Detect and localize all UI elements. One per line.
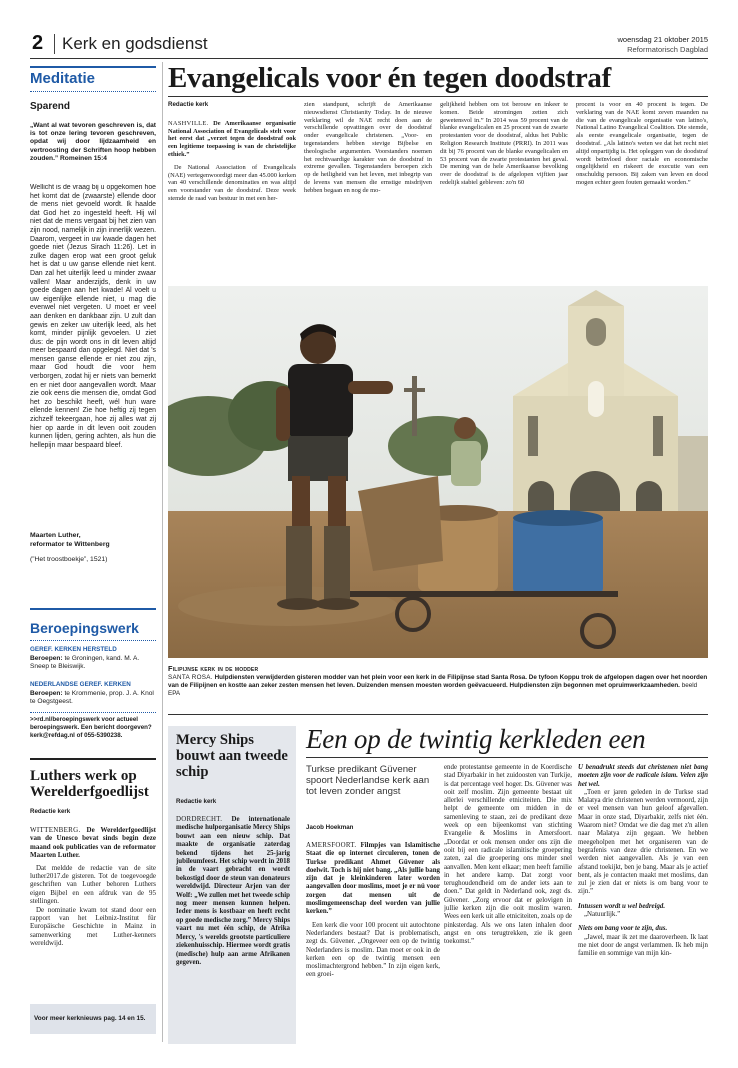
meditatie-quote: „Want al wat tevoren geschreven is, dat is tot onze lering tevoren geschreven, opdat wij door lijdzaamheid en vertroosting der Schriften hoop hebben zouden.” Romeinen 15:4: [30, 122, 156, 162]
paper-name: Reformatorisch Dagblad: [627, 45, 708, 54]
meditatie-dotted: [30, 91, 156, 92]
meditatie-source: (”Het troostboekje”, 1521): [30, 556, 108, 563]
mercy-body: [176, 816, 290, 1038]
main-headline: Evangelicals voor én tegen doodstraf: [168, 62, 611, 94]
twintig-a3: „Jawel, maar ik zet me daaroverheen. Ik laat me niet door de angst verlammen. Ik heb mijn familie en sommige van mijn kin-: [578, 933, 708, 958]
issue-date: woensdag 21 oktober 2015: [617, 35, 708, 44]
luther-lead: De Werelderfgoedlijst van de Unesco bevat sinds begin deze maand ook publicaties van de reformator Maarten Luther.: [30, 826, 156, 860]
main-col-1-text: De National Association of Evangelicals (NAE) vertegenwoordigt meer dan 45.000 kerken van 40 verschillende denominaties en was altijd een voorstander van de doodstraf. Deze week stemde de raad van bestuur in met een her-: [168, 163, 296, 202]
meditatie-author-role: reformator te Wittenberg: [30, 541, 110, 548]
twintig-lead: Filmpjes van Islamitische Staat die op internet circuleren, tonen de Turkse predikant Ahmet Güvener als doelwit. Toch is hij niet bang. „Als jullie bang zijn dat je kleinkinderen later worden aangevallen door moslims, moet je er nú voor zorgen dat mensen uit de moslimgemeenschap deel worden van jullie kerken.”: [306, 842, 440, 916]
meditatie-heading: Meditatie: [30, 70, 96, 87]
flood-church-photo: [168, 286, 708, 658]
main-byline: Redactie kerk: [168, 101, 209, 108]
main-headline-rule: [168, 96, 708, 97]
beroeping-church-1: GEREF. KERKEN HERSTELD: [30, 646, 117, 653]
masthead-divider: [54, 34, 55, 54]
page-number: 2: [32, 32, 44, 54]
luther-byline: Redactie kerk: [30, 808, 71, 815]
twintig-headline: Een op de twintig kerkleden een: [306, 724, 646, 754]
beroeping-rule: [30, 608, 156, 610]
twintig-col-2: ende protestantse gemeente in de Koerdische stad Diyarbakir in het zuidoosten van Turkije, is dat percentage veel hoger. Ds. Güvener was ooit zelf moslim. Zijn gemeente bestaat uit allerlei verschillende etniciteiten. Die mix helpt de gemeente om midden in de samenleving te staan, zei de predikant deze week op een bijeenkomst van stichting Evangelie & Moslims in Amersfoort. „Doordat er ook mensen onder ons zijn die ooit bij een radicale islamitische groepering zaten, zal die groepering ons minder snel aanvallen. Men kent elkaar; men heeft familie in het andere kamp. Dat zorgt voor terughoudendheid om de ander iets aan te doen.” Dat geldt in Nederland ook, zegt ds. Güvener. „Zorg ervoor dat er gelovigen in jullie kerken zijn die ooit moslim waren. Wees een kerk uit alle etniciteiten, zoals op de pinksterdag. Als we ons laten inhalen door angst en ons terugtrekken, zie ik geen toekomst.”: [444, 764, 572, 946]
news-photo: [168, 286, 708, 658]
twintig-col-3: [578, 764, 708, 1042]
luther-dateline: WITTENBERG.: [30, 826, 81, 834]
luther-footer-text: Voor meer kerknieuws pag. 14 en 15.: [34, 1015, 146, 1022]
twintig-a1: „Toen er jaren geleden in de Turkse stad Malatya drie christenen werden vermoord, zijn er veel mensen van hun geloof afgevallen. Maar in onze stad, Diyarbakir, zelfs niet één. Waarom niet? Omdat we die dag met z'n allen naar Malatya zijn gegaan. We hebben meegeholpen met het organiseren van de begrafenis van deze drie christenen. En we werden niet aangevallen. Als je van een afstand toekijkt, ben je bang. Maar als je actief bent, als je contacten maakt met moslims, dan zul je zien dat er niets is om bang voor te zijn.”: [578, 788, 708, 896]
mercy-box: [168, 726, 296, 1044]
beroeping-entry-1: [30, 655, 156, 672]
luther-body: [30, 826, 156, 982]
main-col-1: [168, 101, 296, 273]
meditatie-body: Wellicht is de vraag bij u opgekomen hoe het komt dat de (zwaarste) ellende door de mens niet gevoeld wordt. Ik haalde dat God het zo ingesteld heeft. Hij wil niet dat de mens vergaat bij het zien van zijn nood, namelijk in zijn innerlijk wezen. Daarom, vergeet in uw kwade dagen het goede niet (Jezus Sirach 11:26). Let in zulke dagen erop wat een groot geluk het is dat u uw ganse ellende niet kent. Dan zal het uiterlijk leed u minder zwaar vallen! Maar anderzijds, denk in uw goede dagen aan het kwade! Al voelt u uw eigenlijke ellende niet, u mag die evenwel niet vergeten. U moet er veel aan denken en dankbaar zijn. U zult dan gewis en zeker uw uiterlijk leed, als het komt, minder pijnlijk gevoelen. U ziet dus: de pijn wordt ons in dit leven altijd meer bespaard dan opgelegd. Niet dat 's mensen ganse ellende er niet zou zijn, maar God houdt die voor hem verborgen, zodat hij er niets van bemerkt en er niet door aangevallen wordt. Maar zie ook eens die mensen die, omdat God het zo beschikt heeft, wél hun ware ellende kennen! Zie hoe heftig zij tegen zichzelf tekeergaan, hoe zij alles wat zij hier op aarde in dit leven ooit zouden kunnen lijden, gering achten, als hun die hellepijn maar bespaard bleef.: [30, 184, 156, 449]
beroeping-church-2: NEDERLANDSE GEREF. KERKEN: [30, 681, 131, 688]
twintig-q3: Niets om bang voor te zijn, dus.: [578, 925, 668, 933]
mercy-headline: Mercy Ships bouwt aan tweede schip: [176, 732, 288, 780]
beroeping-text-1: te Groningen, kand. M. A. Sneep te Bleiswijk.: [30, 655, 140, 671]
luther-rule: [30, 758, 156, 760]
photo-credit: beeld EPA: [168, 681, 698, 697]
main-col-4: procent is voor en 40 procent is tegen. De verklaring van de NAE komt zeven maanden na die van de evangelicale organisatie van latino's, National Latino Evangelical Coalition. Die stemde, als eerste evangelicale organisatie, tegen de doodstraf. „Als latino's weten we dat het recht niet altijd onpartijdig is. Het opleggen van de doodstraf wordt beïnvloed door raciale en economische ongelijkheid en riskeert de executie van een onschuldig persoon. Bij zaken van leven en dood mogen echter geen fouten gemaakt worden.”: [576, 101, 708, 186]
photo-caption-title: Filipijnse kerk in de modder: [168, 664, 259, 673]
mercy-dateline: DORDRECHT.: [176, 816, 223, 823]
meditatie-rule: [30, 66, 156, 68]
beroeping-dotted: [30, 640, 156, 641]
beroeping-text-2: te Krommenie, prop. J. A. Knol te Oegstgeest.: [30, 690, 154, 706]
twintig-col-1-text: Een kerk die voor 100 procent uit autochtone Nederlanders bestaat? Dat is problematisch, zegt ds. Güvener. „Ongeveer een op de twintig Nederlanders is moslim. Dan moet er ook in de kerken een op de twintig mensen een moslimachtergrond hebben.” In zijn eigen kerk, een groei-: [306, 921, 440, 979]
luther-body-2: De nominatie kwam tot stand door een rapport van het Leibniz-Institut für Europäische Geschichte in Mainz in samenwerking met Luther-kenners wereldwijd.: [30, 905, 156, 948]
beroeping-label-2: Beroepen:: [30, 690, 63, 697]
masthead-rule: [30, 58, 708, 59]
beroeping-entry-2: [30, 690, 156, 707]
luther-body-1: Dat meldde de redactie van de site luther2017.de gisteren. Tot de toegevoegde geschriften van Luther behoren Luthers eigen Bijbel en een afdruk van de 95 stellingen.: [30, 863, 156, 906]
twintig-byline: Jacob Hoekman: [306, 824, 354, 831]
twintig-headline-rule: [306, 757, 708, 758]
beroeping-footer-link[interactable]: >>rd.nl/beroepingswerk voor actueel beroepingswerk. Een bericht doorgeven? kerk@refdag.nl of 055-5390238.: [30, 716, 152, 739]
luther-footer-box[interactable]: [30, 1004, 156, 1034]
meditatie-author: Maarten Luther,: [30, 532, 81, 539]
twintig-subhead: Turkse predikant Güvener spoort Nederlandse kerk aan tot leven zonder angst: [306, 764, 430, 798]
photo-section-rule: [168, 714, 708, 715]
photo-caption: [168, 674, 708, 698]
photo-caption-place: SANTA ROSA.: [168, 674, 213, 681]
beroeping-dotted-2: [30, 712, 156, 713]
main-col-2: zien standpunt, schrijft de Amerikaanse nieuwsdienst Christianity Today. In de nieuwe verklaring wil de NAE recht doen aan de verschillende opvattingen over de doodstraf onder evangelicale christenen. „Voor- en tegenstanders hebben stevige Bijbelse en theologische argumenten. Voorstanders noemen het rechtvaardige karakter van de doodstraf in extreme gevallen. Tegenstanders beroepen zich op de heiligheid van het leven, met inbegrip van de levens van mensen die ernstige misdrijven hebben begaan en nog de mo-: [304, 101, 432, 194]
mercy-lead: De internationale medische hulporganisatie Mercy Ships bouwt aan een nieuw schip. Dat maakte de organisatie zaterdag bekend tijdens het 25-jarig jubileumfeest. Het schip wordt in 2018 in de vaart gebracht en wordt bekostigd door de steun van donateurs wereldwijd. Directeur Arjen van der Wolf: „We zullen met het tweede schip nog meer mensen kunnen helpen. Ieder mens is kostbaar en heeft recht op goede medische zorg.” Mercy Ships vaart nu met één schip, de Afrika Mercy, 's werelds grootste particuliere ziekenhuisschip. Hiermee wordt gratis (medische) hulp aan arme Afrikanen gegeven.: [176, 816, 290, 966]
section-title: Kerk en godsdienst: [62, 34, 208, 53]
twintig-q2: Intussen wordt u wel bedreigd.: [578, 902, 666, 910]
main-col-3: gelijkheid hebben om tot berouw en inkeer te komen. Beide stromingen zetten zich gewetensvol in.” In 2014 was 59 procent van de blanke evangelicalen en 25 procent van de zwarte protestanten voor de doodstraf, aldus het Public Religion Research Institute (PRRI). In 2011 was dit bij 76 procent van de blanke evangelicalen en 53 procent van de zwarte protestanten het geval. De mening van de hele Amerikaanse bevolking over de doodstraf is de afgelopen vijftien jaar redelijk stabiel gebleven: zo'n 60: [440, 101, 568, 186]
twintig-dateline: AMERSFOORT.: [306, 842, 357, 849]
twintig-q1: U benadrukt steeds dat christenen niet bang moeten zijn voor de radicale islam. Velen zijn het wel.: [578, 764, 708, 788]
photo-caption-text: Hulpdiensten verwijderden gisteren modder van het plein voor een kerk in de Filipijnse stad Santa Rosa. De tyfoon Koppu trok de afgelopen dagen over het noorden van de Filipijnen en kostte aan zeker zesten mensen het leven. Duizenden mensen moesten worden geëvacueerd. Hulpdiensten zijn begonnen met opruimwerkzaamheden.: [168, 674, 708, 689]
mercy-byline: Redactie kerk: [176, 798, 217, 805]
twintig-a2: „Natuurlijk.”: [584, 911, 621, 919]
main-dateline: NASHVILLE.: [168, 119, 209, 127]
twintig-col-1: [306, 842, 440, 1042]
sidebar-divider: [162, 62, 163, 1042]
beroeping-heading: Beroepingswerk: [30, 620, 139, 636]
main-lead: De Amerikaanse organisatie National Association of Evangelicals stelt voor het eerst dat „verzet tegen de doodstraf ook een legitieme toepassing is van de christelijke ethiek.”: [168, 119, 296, 158]
meditatie-title: Sparend: [30, 101, 71, 112]
beroeping-label-1: Beroepen:: [30, 655, 63, 662]
luther-headline: Luthers werk op Werelderfgoedlijst: [30, 768, 149, 800]
